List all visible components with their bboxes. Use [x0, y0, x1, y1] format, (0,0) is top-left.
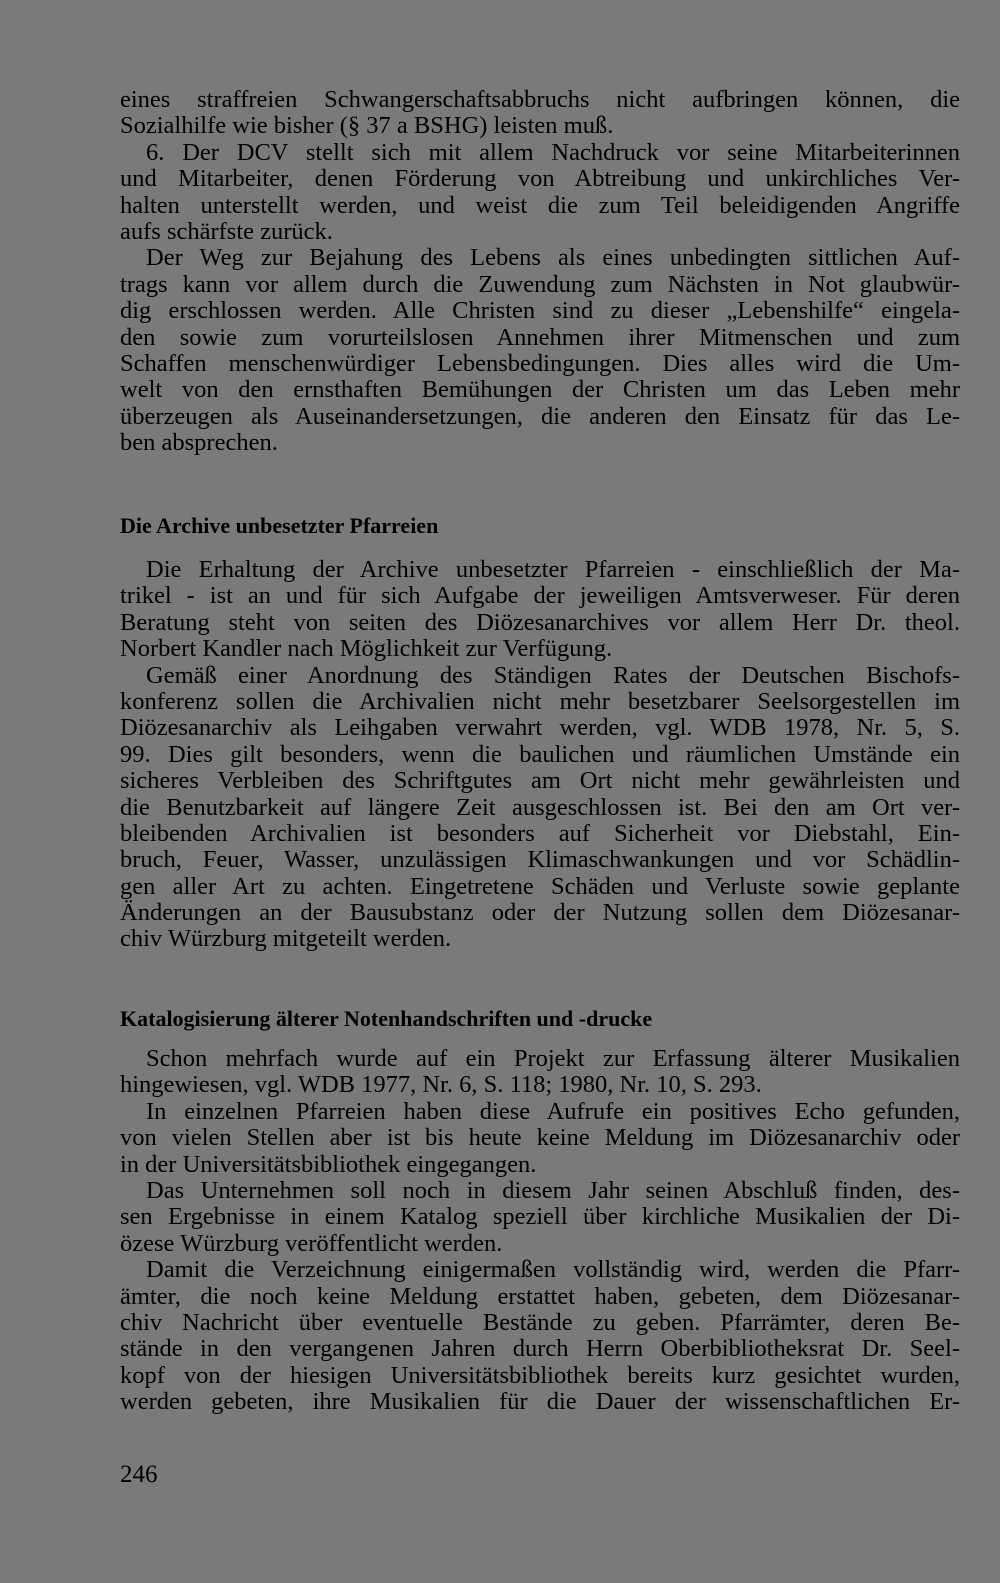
section-heading-archive: Die Archive unbesetzter Pfarreien	[120, 513, 439, 538]
text-line: den sowie zum vorurteilslosen Annehmen ihrer Mitmenschen und zum	[120, 324, 960, 351]
text-line: stände in den vergangenen Jahren durch Herrn Oberbibliotheksrat Dr. Seel-	[120, 1336, 960, 1363]
text-line: trikel - ist an und für sich Aufgabe der jeweiligen Amtsverweser. Für deren	[120, 583, 960, 610]
text-line: hingewiesen, vgl. WDB 1977, Nr. 6, S. 118; 1980, Nr. 10, S. 293.	[120, 1072, 762, 1099]
text-line: eines straffreien Schwangerschaftsabbruchs nicht aufbringen können, die	[120, 87, 960, 113]
text-line: özese Würzburg veröffentlicht werden.	[120, 1230, 503, 1257]
text-line: 6. Der DCV stellt sich mit allem Nachdruck vor seine Mitarbeiterinnen	[146, 139, 960, 166]
text-line: halten unterstellt werden, und weist die zum Teil beleidigenden Angriffe	[120, 192, 960, 219]
text-line: werden gebeten, ihre Musikalien für die Dauer der wissenschaftlichen Er-	[120, 1389, 960, 1416]
text-line: Schon mehrfach wurde auf ein Projekt zur Erfassung älterer Musikalien	[146, 1046, 960, 1072]
text-line: 99. Dies gilt besonders, wenn die baulichen und räumlichen Umstände ein	[120, 741, 960, 768]
text-line: überzeugen als Auseinandersetzungen, die anderen den Einsatz für das Le-	[120, 403, 960, 430]
text-line: Der Weg zur Bejahung des Lebens als eines unbedingten sittlichen Auf-	[146, 245, 960, 272]
text-line: Beratung steht von seiten des Diözesanarchives vor allem Herr Dr. theol.	[120, 609, 960, 636]
text-line: trags kann vor allem durch die Zuwendung zum Nächsten in Not glaubwür-	[120, 271, 960, 298]
text-line: Schaffen menschenwürdiger Lebensbedingungen. Dies alles wird die Um-	[120, 350, 960, 377]
text-line: welt von den ernsthaften Bemühungen der Christen um das Leben mehr	[120, 377, 960, 404]
text-line: chiv Würzburg mitgeteilt werden.	[120, 926, 452, 953]
text-line: konferenz sollen die Archivalien nicht mehr besetzbarer Seelsorgestellen im	[120, 688, 960, 715]
text-line: ben absprechen.	[120, 430, 278, 457]
text-line: bleibenden Archivalien ist besonders auf Sicherheit vor Diebstahl, Ein-	[120, 820, 960, 847]
text-line: Diözesanarchiv als Leihgaben verwahrt werden, vgl. WDB 1978, Nr. 5, S.	[120, 715, 960, 742]
text-line: von vielen Stellen aber ist bis heute keine Meldung im Diözesanarchiv oder	[120, 1125, 960, 1152]
text-line: die Benutzbarkeit auf längere Zeit ausgeschlossen ist. Bei den am Ort ver-	[120, 794, 960, 821]
text-line: bruch, Feuer, Wasser, unzulässigen Klimaschwankungen und vor Schädlin-	[120, 847, 960, 874]
text-line: Gemäß einer Anordnung des Ständigen Rates der Deutschen Bischofs-	[146, 662, 960, 689]
text-line: Das Unternehmen soll noch in diesem Jahr seinen Abschluß finden, des-	[146, 1177, 960, 1204]
text-line: sicheres Verbleiben des Schriftgutes am Ort nicht mehr gewährleisten und	[120, 768, 960, 795]
text-line: sen Ergebnisse in einem Katalog speziell über kirchliche Musikalien der Di-	[120, 1204, 960, 1231]
text-line: kopf von der hiesigen Universitätsbibliothek bereits kurz gesichtet wurden,	[120, 1362, 960, 1389]
text-line: Sozialhilfe wie bisher (§ 37 a BSHG) leisten muß.	[120, 113, 614, 140]
text-line: Norbert Kandler nach Möglichkeit zur Verfügung.	[120, 636, 613, 663]
section-heading-katalog: Katalogisierung älterer Notenhandschriften und -drucke	[120, 1006, 653, 1031]
text-line: dig erschlossen werden. Alle Christen sind zu dieser „Lebenshilfe“ eingela-	[120, 298, 960, 325]
text-line: aufs schärfste zurück.	[120, 218, 333, 245]
text-line: Änderungen an der Bausubstanz oder der Nutzung sollen dem Diözesanar-	[120, 900, 960, 927]
text-line: und Mitarbeiter, denen Förderung von Abtreibung und unkirchliches Ver-	[120, 166, 960, 193]
archive-text-block	[120, 557, 960, 953]
text-line: Die Erhaltung der Archive unbesetzter Pfarreien - einschließlich der Ma-	[146, 557, 960, 583]
text-line: Damit die Verzeichnung einigermaßen vollständig wird, werden die Pfarr-	[146, 1257, 960, 1284]
text-line: In einzelnen Pfarreien haben diese Aufrufe ein positives Echo gefunden,	[146, 1098, 960, 1125]
intro-text-block	[120, 87, 960, 456]
text-line: in der Universitätsbibliothek eingegangen.	[120, 1151, 537, 1178]
text-line: ämter, die noch keine Meldung erstattet haben, gebeten, dem Diözesanar-	[120, 1283, 960, 1310]
katalog-text-block	[120, 1046, 960, 1415]
text-line: gen aller Art zu achten. Eingetretene Schäden und Verluste sowie geplante	[120, 873, 960, 900]
text-line: chiv Nachricht über eventuelle Bestände zu geben. Pfarrämter, deren Be-	[120, 1309, 960, 1336]
page-number: 246	[120, 1461, 158, 1488]
